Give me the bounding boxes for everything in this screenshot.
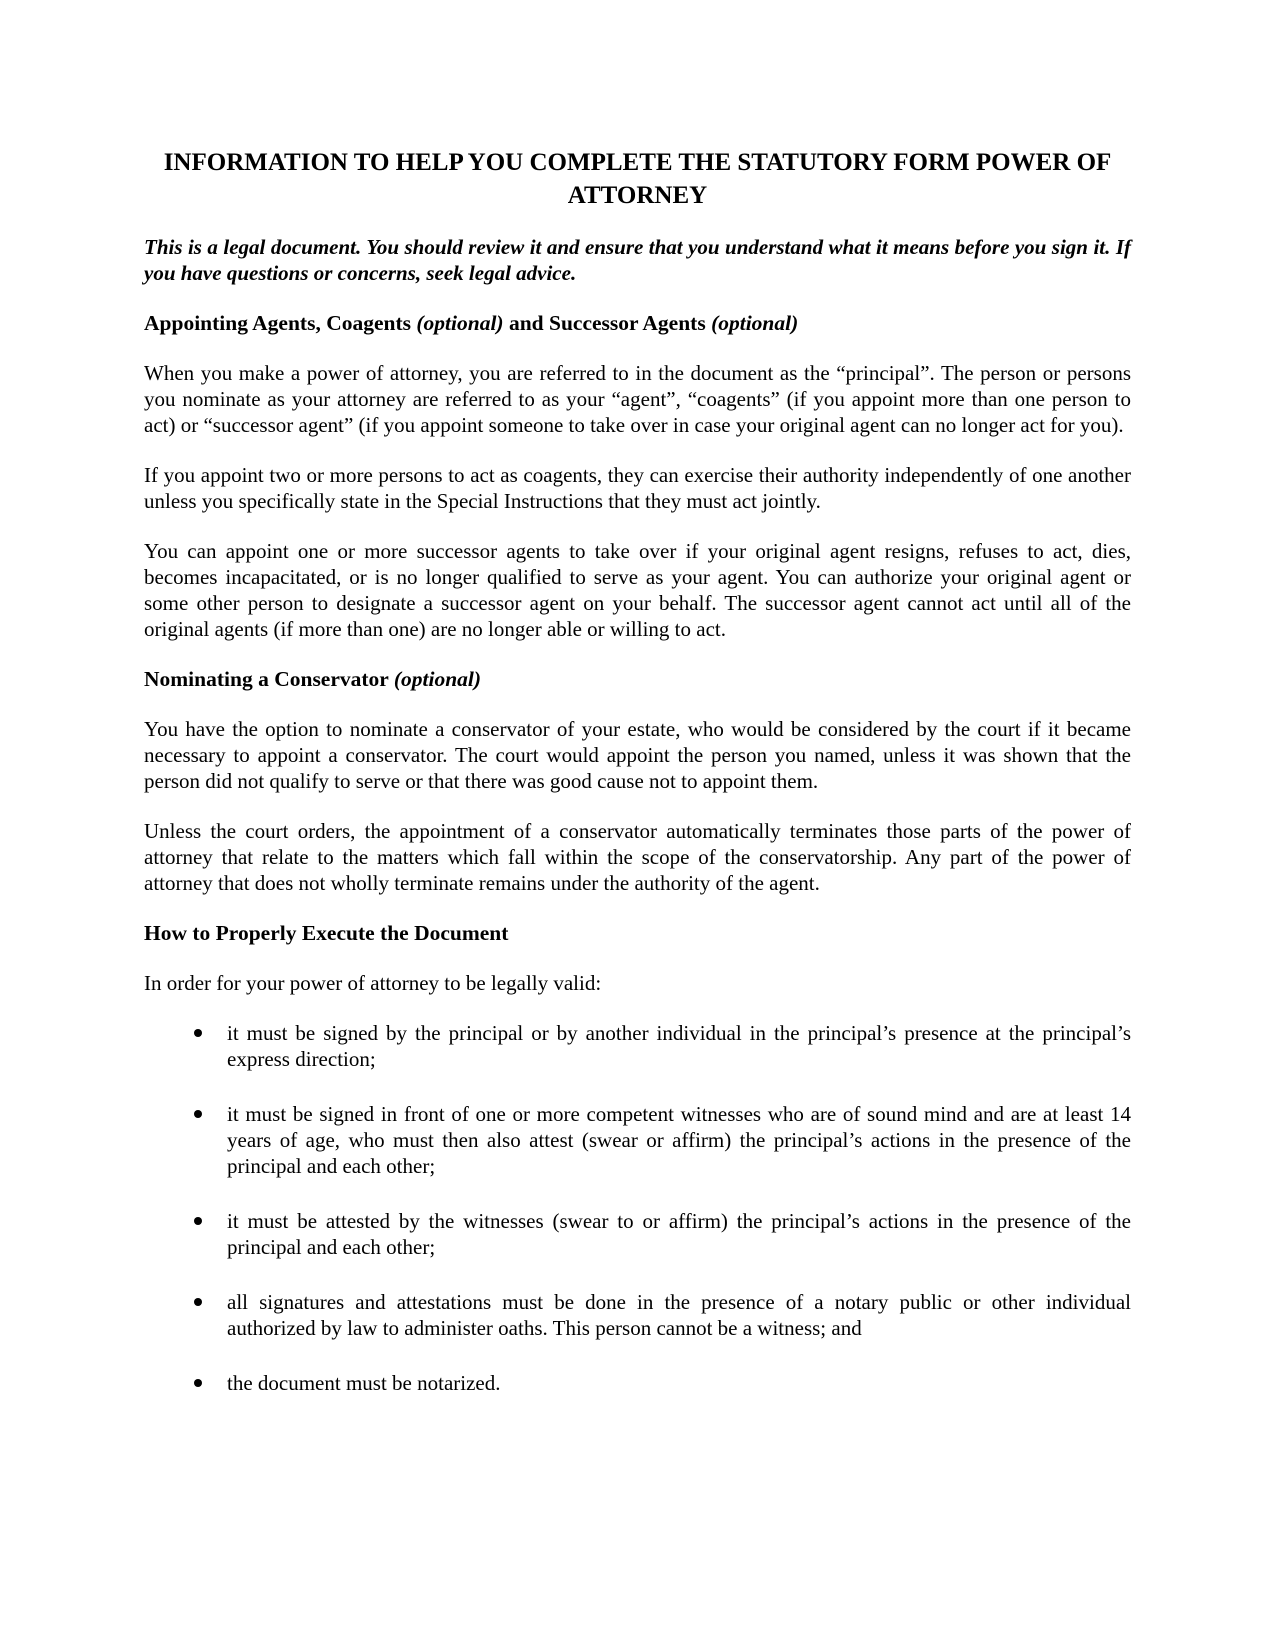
list-item-signed-before-witnesses bbox=[227, 1101, 1131, 1179]
section-heading-how-to-execute: How to Properly Execute the Document bbox=[144, 921, 509, 945]
list-item-text: it must be signed by the principal or by another individual in the principal’s presence at the principal’s express direction; bbox=[227, 1021, 1131, 1071]
paragraph-conservator-nominate: You have the option to nominate a conservator of your estate, who would be considered by the court if it became necessary to appoint a conservator. The court would appoint the person you named, unless it was shown that the person did not qualify to serve or that there was good cause not to appoint them. bbox=[144, 717, 1131, 793]
heading-text: Nominating a Conservator bbox=[144, 667, 394, 691]
bullet-icon bbox=[194, 1110, 202, 1118]
bullet-icon bbox=[194, 1379, 202, 1387]
legal-notice-paragraph: This is a legal document. You should review it and ensure that you understand what it means before you sign it. If you have questions or concerns, seek legal advice. bbox=[144, 235, 1131, 285]
section-heading-nominating-conservator bbox=[144, 666, 1131, 692]
list-item-notarized bbox=[227, 1370, 1131, 1396]
list-item-text: the document must be notarized. bbox=[227, 1371, 501, 1395]
paragraph-conservator-terminate: Unless the court orders, the appointment of a conservator automatically terminates those parts of the power of attorney that relate to the matters which fall within the scope of the conservatorship. Any part of the power of attorney that does not wholly terminate remains under the authority of the agent. bbox=[144, 819, 1131, 895]
document-title bbox=[144, 146, 1131, 212]
heading-text: and Successor Agents bbox=[503, 311, 712, 335]
paragraph-coagents: If you appoint two or more persons to act as coagents, they can exercise their authority independently of one another unless you specifically state in the Special Instructions that they must act jointly. bbox=[144, 463, 1131, 513]
list-item-text: all signatures and attestations must be done in the presence of a notary public or other individual authorized by law to administer oaths. This person cannot be a witness; and bbox=[227, 1290, 1131, 1340]
paragraph-successor-agents: You can appoint one or more successor agents to take over if your original agent resigns, refuses to act, dies, becomes incapacitated, or is no longer qualified to serve as your agent. You can authorize your original agent or some other person to designate a successor agent on your behalf. The successor agent cannot act until all of the original agents (if more than one) are no longer able or willing to act. bbox=[144, 539, 1131, 641]
paragraph-principal-definition: When you make a power of attorney, you are referred to in the document as the “principal”. The person or persons you nominate as your attorney are referred to as your “agent”, “coagents” (if you appoint more than one person to act) or “successor agent” (if you appoint someone to take over in case your original agent can no longer act for you). bbox=[144, 361, 1131, 437]
heading-optional-label: (optional) bbox=[416, 311, 504, 335]
heading-text: Appointing Agents, Coagents bbox=[144, 311, 417, 335]
list-item-signed-by-principal bbox=[227, 1020, 1131, 1072]
bullet-icon bbox=[194, 1298, 202, 1306]
list-item-attested-by-witnesses bbox=[227, 1208, 1131, 1260]
list-item-notary-presence bbox=[227, 1289, 1131, 1341]
document-content bbox=[144, 146, 1131, 1425]
list-item-text: it must be signed in front of one or more competent witnesses who are of sound mind and are at least 14 years of age, who must then also attest (swear or affirm) the principal’s actions in the presence of the principal and each other; bbox=[227, 1102, 1131, 1178]
document-title-line1: INFORMATION TO HELP YOU COMPLETE THE STATUTORY FORM POWER OF bbox=[163, 149, 1112, 176]
heading-optional-label: (optional) bbox=[711, 311, 799, 335]
execution-requirements-list bbox=[144, 1020, 1131, 1396]
list-item-text: it must be attested by the witnesses (swear to or affirm) the principal’s actions in the presence of the principal and each other; bbox=[227, 1209, 1131, 1259]
bullet-icon bbox=[194, 1217, 202, 1225]
document-title-line2: ATTORNEY bbox=[567, 182, 708, 209]
paragraph-legally-valid-lead: In order for your power of attorney to be legally valid: bbox=[144, 971, 602, 995]
bullet-icon bbox=[194, 1029, 202, 1037]
section-heading-appointing-agents bbox=[144, 310, 1131, 336]
heading-optional-label: (optional) bbox=[393, 667, 482, 691]
